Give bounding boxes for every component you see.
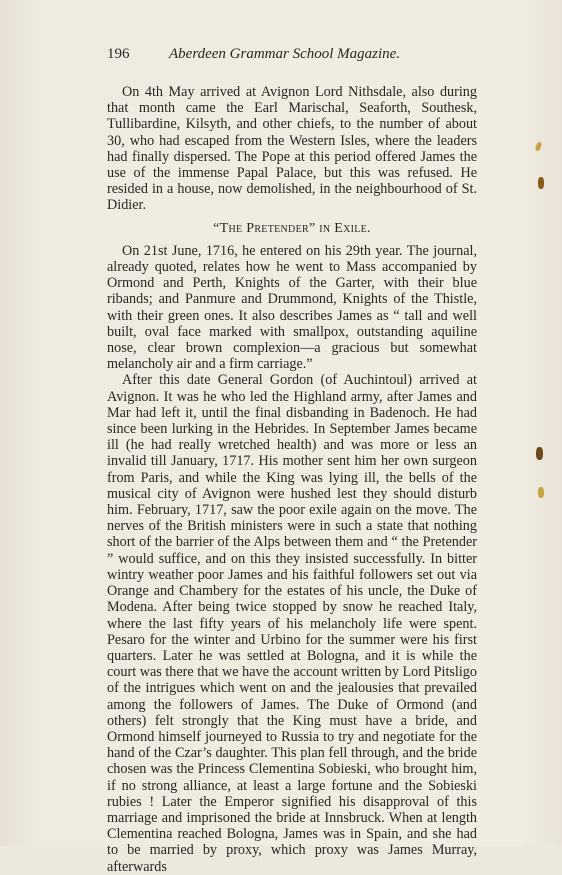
section-heading: “The Pretender” in Exile.: [213, 220, 371, 236]
margin-stain: [535, 141, 543, 151]
margin-stain: [536, 447, 543, 460]
running-title: Aberdeen Grammar School Magazine.: [169, 46, 401, 62]
paragraph: After this date General Gordon (of Auchintoul) arrived at Avignon. It was he who led the Highland army, after James and Mar had left it, until the final disbanding in Badenoch. He had since been lurking in the Hebrides. In September James became ill (he had really wretched health) and was more or less an invalid till January, 1717. His mother sent him her own surgeon from Paris, and while the King was lying ill, the bells of the musical city of Avignon were hushed lest they should disturb him. February, 1717, saw the poor exile again on the move. The nerves of the British ministers were in such a state that nothing short of the barrier of the Alps between them and “ the Pretender ” would suffice, and on this they insisted successfully. In bitter wintry weather poor James and his faithful followers set out via Orange and Chambery for the estates of his uncle, the Duke of Modena. After being twice stopped by snow he reached Italy, where the last fifty years of his melancholy life were spent. Pesaro for the winter and Urbino for the summer were his first quarters. Later he was settled at Bologna, and it is while the court was there that we have the account written by Lord Pitsligo of the intrigues which went on and the jealousies that prevailed among the followers of James. The Duke of Ormond (and others) felt strongly that the King must have a bride, and Ormond himself journeyed to Russia to try and negotiate for the hand of the Czar’s daughter. This plan fell through, and the bride chosen was the Princess Clementina Sobieski, who brought him, if no strong alliance, at least a large fortune and the Sobieski rubies ! Later the Emperor signified his disapproval of this marriage and imprisoned the bride at Innsbruck. When at length Clementina reached Bologna, James was in Spain, and she had to be married by proxy, which proxy was James Murray, afterwards: [107, 372, 477, 875]
page-header: [107, 46, 487, 63]
margin-stain: [538, 177, 544, 189]
page-number: 196: [107, 46, 130, 62]
margin-stain: [538, 487, 544, 498]
paragraph: On 4th May arrived at Avignon Lord Nithsdale, also during that month came the Earl Marischal, Seaforth, Southesk, Tullibardine, Kilsyth, and other chiefs, to the number of about 30, who had escaped from the Western Isles, where the leaders had finally dispersed. The Pope at this period offered James the use of the immense Papal Palace, but this was refused. He resided in a house, now demolished, in the neighbourhood of St. Didier.: [107, 84, 477, 214]
article-body: [107, 84, 477, 875]
paragraph: On 21st June, 1716, he entered on his 29th year. The journal, already quoted, relates how he went to Mass accompanied by Ormond and Perth, Knights of the Garter, with their blue ribands; and Panmure and Drummond, Knights of the Thistle, with their green ones. It also describes James as “ tall and well built, oval face marked with smallpox, outstanding aquiline nose, clear brown complexion—a gracious but somewhat melancholy air and a firm carriage.”: [107, 242, 477, 373]
